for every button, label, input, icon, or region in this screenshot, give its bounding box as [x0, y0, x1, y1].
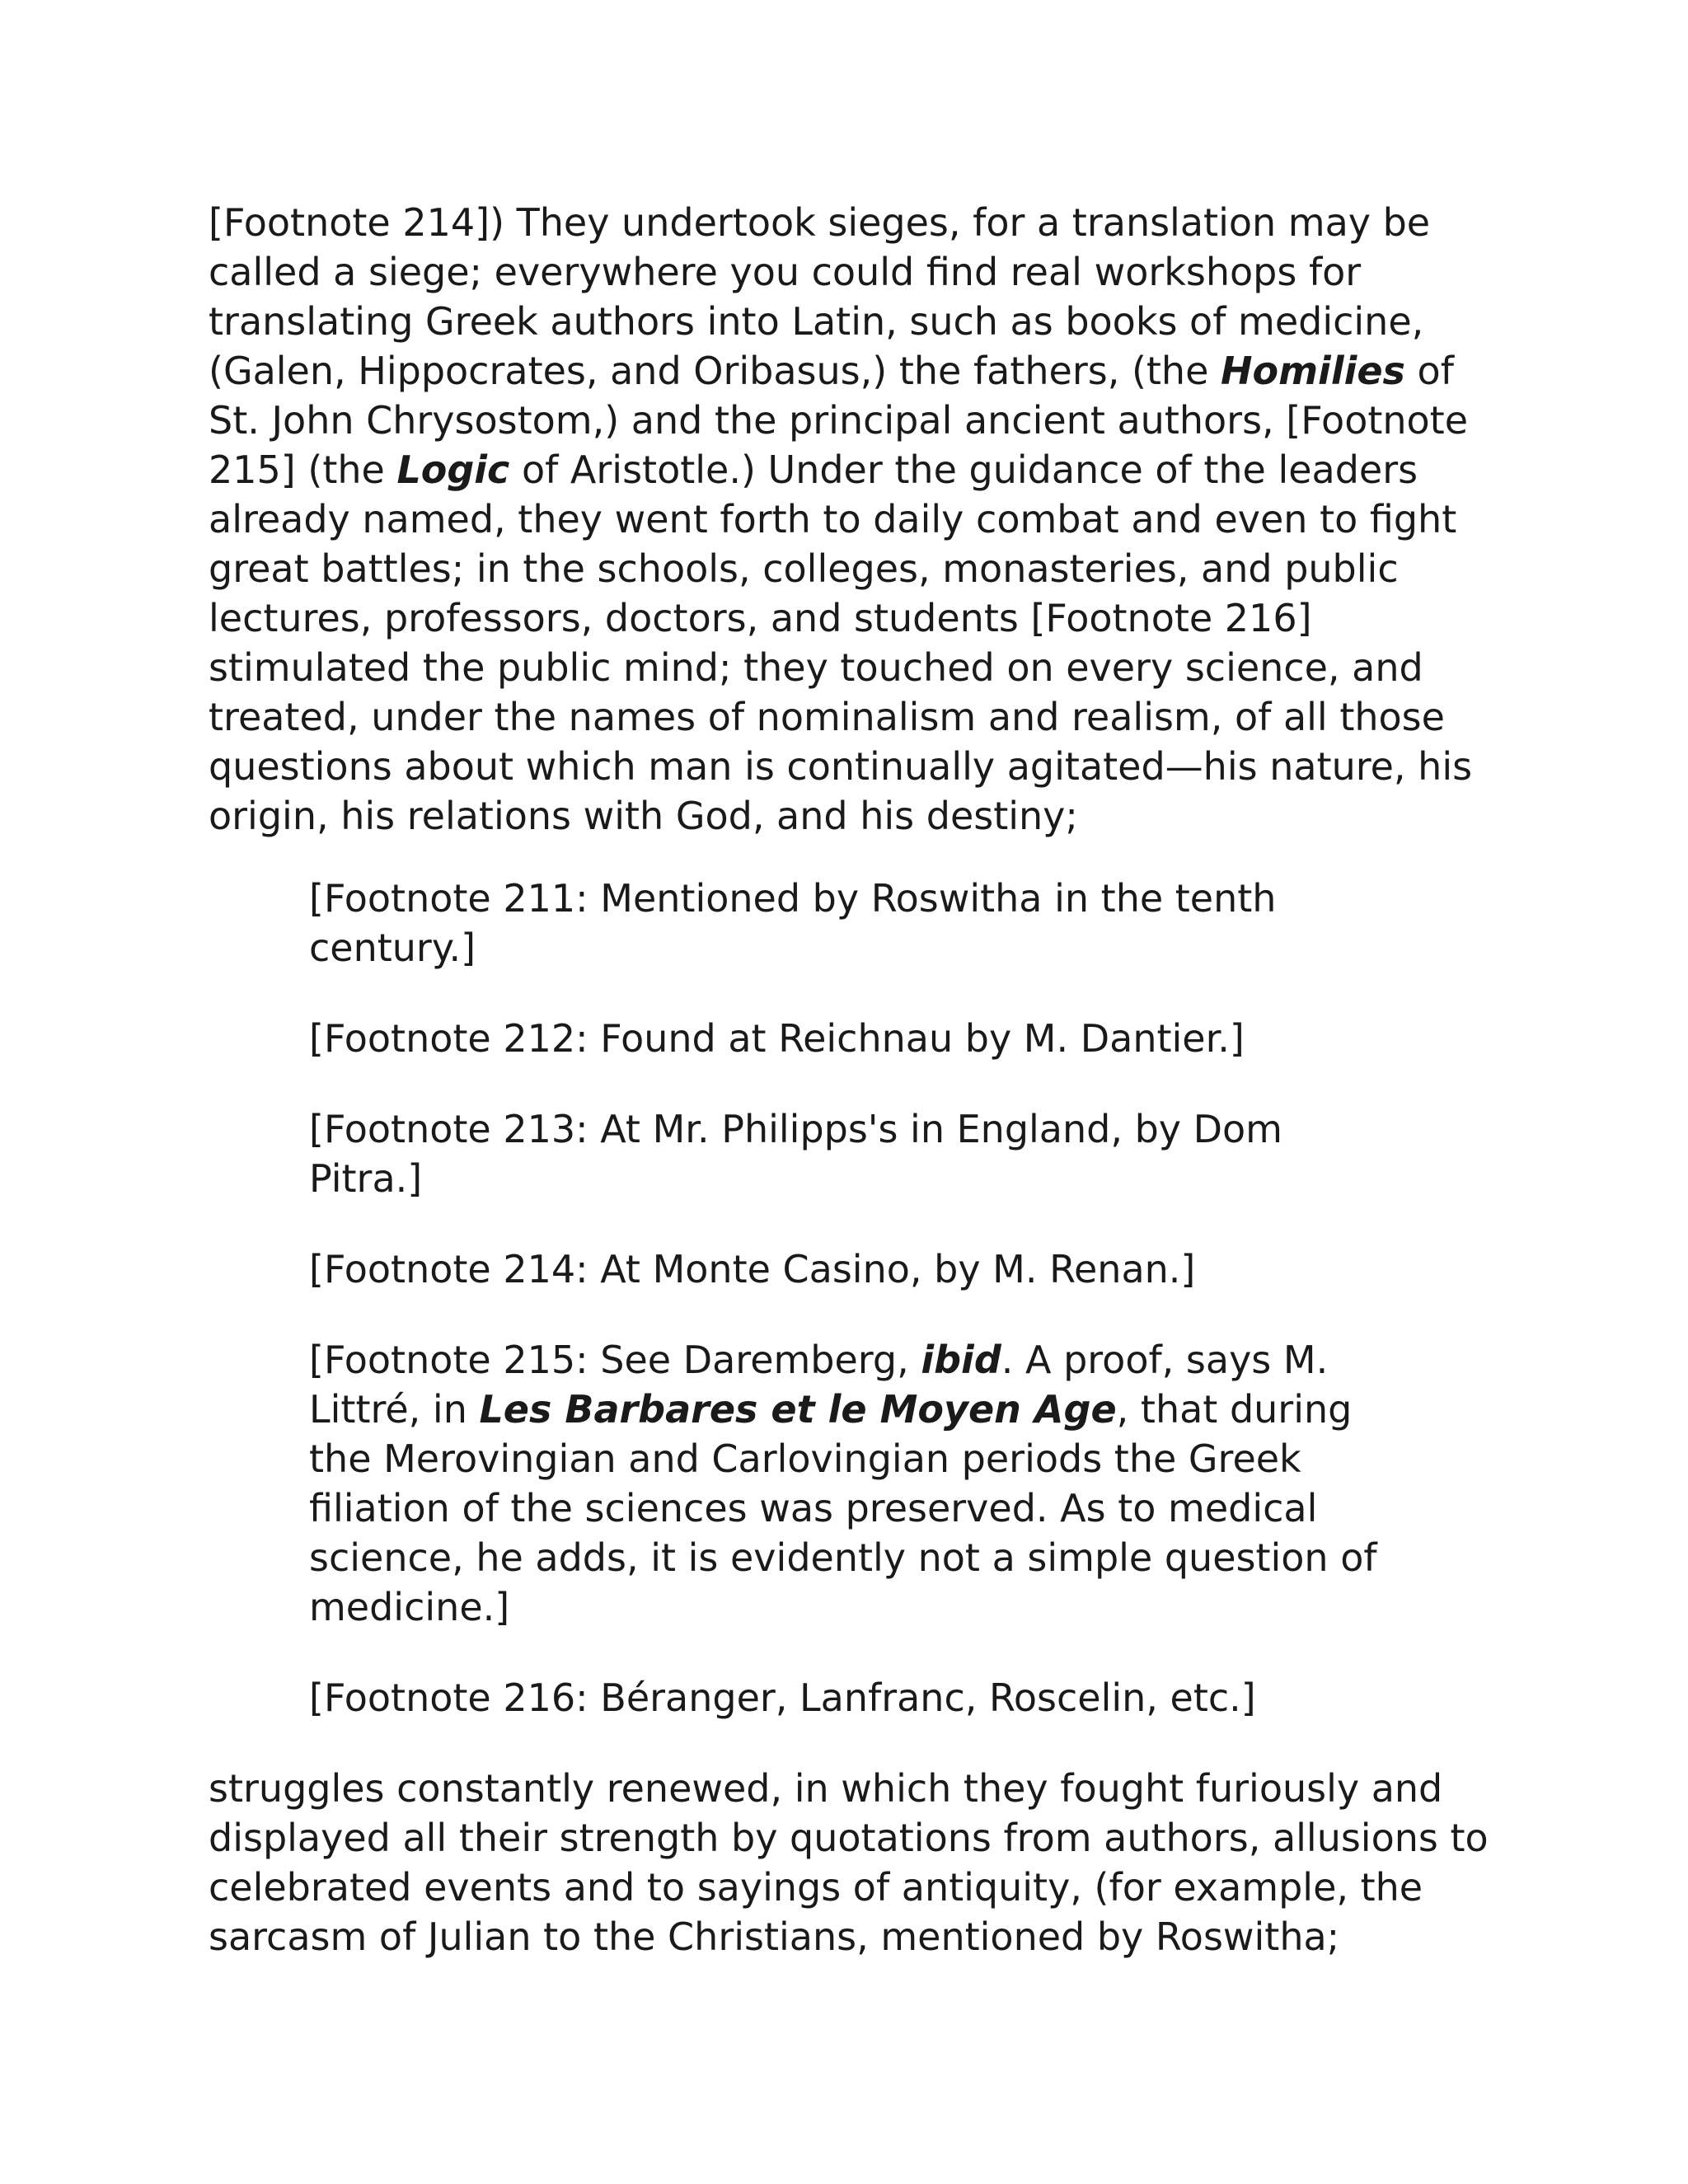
text-line: century.]	[309, 926, 476, 970]
text-line: displayed all their strength by quotations from authors, allusions to	[209, 1816, 1489, 1860]
footnote-211	[309, 874, 1463, 972]
text-line: science, he adds, it is evidently not a simple question of	[309, 1535, 1377, 1580]
emphasized-title: ibid	[921, 1338, 1001, 1382]
text-line: 215] (the Logic of Aristotle.) Under the guidance of the leaders	[209, 448, 1418, 492]
text-line: translating Greek authors into Latin, such as books of medicine,	[209, 299, 1424, 344]
text-line: [Footnote 214: At Monte Casino, by M. Renan.]	[309, 1247, 1196, 1291]
text-line: medicine.]	[309, 1585, 510, 1629]
text-line: Littré, in Les Barbares et le Moyen Age, that during	[309, 1387, 1353, 1432]
emphasized-title: Les Barbares et le Moyen Age	[479, 1387, 1117, 1432]
footnote-215	[309, 1335, 1463, 1632]
text-line: [Footnote 211: Mentioned by Roswitha in the tenth	[309, 876, 1277, 921]
text-line: [Footnote 212: Found at Reichnau by M. Dantier.]	[309, 1016, 1245, 1061]
text-line: [Footnote 216: Béranger, Lanfranc, Roscelin, etc.]	[309, 1675, 1256, 1720]
text-line: called a siege; everywhere you could find real workshops for	[209, 250, 1362, 294]
text-line: [Footnote 214]) They undertook sieges, for a translation may be	[209, 200, 1431, 245]
text-line: (Galen, Hippocrates, and Oribasus,) the fathers, (the Homilies of	[209, 349, 1454, 393]
text-line: sarcasm of Julian to the Christians, mentioned by Roswitha;	[209, 1915, 1340, 1959]
text-line: already named, they went forth to daily combat and even to fight	[209, 497, 1457, 541]
text-line: origin, his relations with God, and his destiny;	[209, 794, 1078, 838]
text-line: treated, under the names of nominalism and realism, of all those	[209, 695, 1445, 739]
text-line: filiation of the sciences was preserved. As to medical	[309, 1486, 1318, 1530]
text-line: great battles; in the schools, colleges, monasteries, and public	[209, 546, 1399, 591]
text-line: lectures, professors, doctors, and students [Footnote 216]	[209, 596, 1312, 640]
text-line: St. John Chrysostom,) and the principal ancient authors, [Footnote	[209, 398, 1469, 443]
footnote-213	[309, 1104, 1463, 1203]
text-line: the Merovingian and Carlovingian periods the Greek	[309, 1436, 1301, 1481]
text-line: [Footnote 213: At Mr. Philipps's in England, by Dom	[309, 1107, 1282, 1151]
text-line: [Footnote 215: See Daremberg, ibid. A proof, says M.	[309, 1338, 1329, 1382]
text-line: questions about which man is continually agitated—his nature, his	[209, 744, 1473, 789]
footnote-214	[309, 1244, 1463, 1294]
emphasized-title: Logic	[396, 448, 510, 492]
text-line: Pitra.]	[309, 1156, 423, 1201]
text-line: celebrated events and to sayings of antiquity, (for example, the	[209, 1865, 1423, 1910]
emphasized-title: Homilies	[1221, 349, 1405, 393]
closing-paragraph	[209, 1764, 1494, 1961]
footnote-216	[309, 1673, 1463, 1722]
text-line: struggles constantly renewed, in which they fought furiously and	[209, 1766, 1443, 1811]
text-line: stimulated the public mind; they touched on every science, and	[209, 645, 1423, 690]
main-paragraph	[209, 198, 1494, 841]
footnote-212	[309, 1014, 1463, 1063]
